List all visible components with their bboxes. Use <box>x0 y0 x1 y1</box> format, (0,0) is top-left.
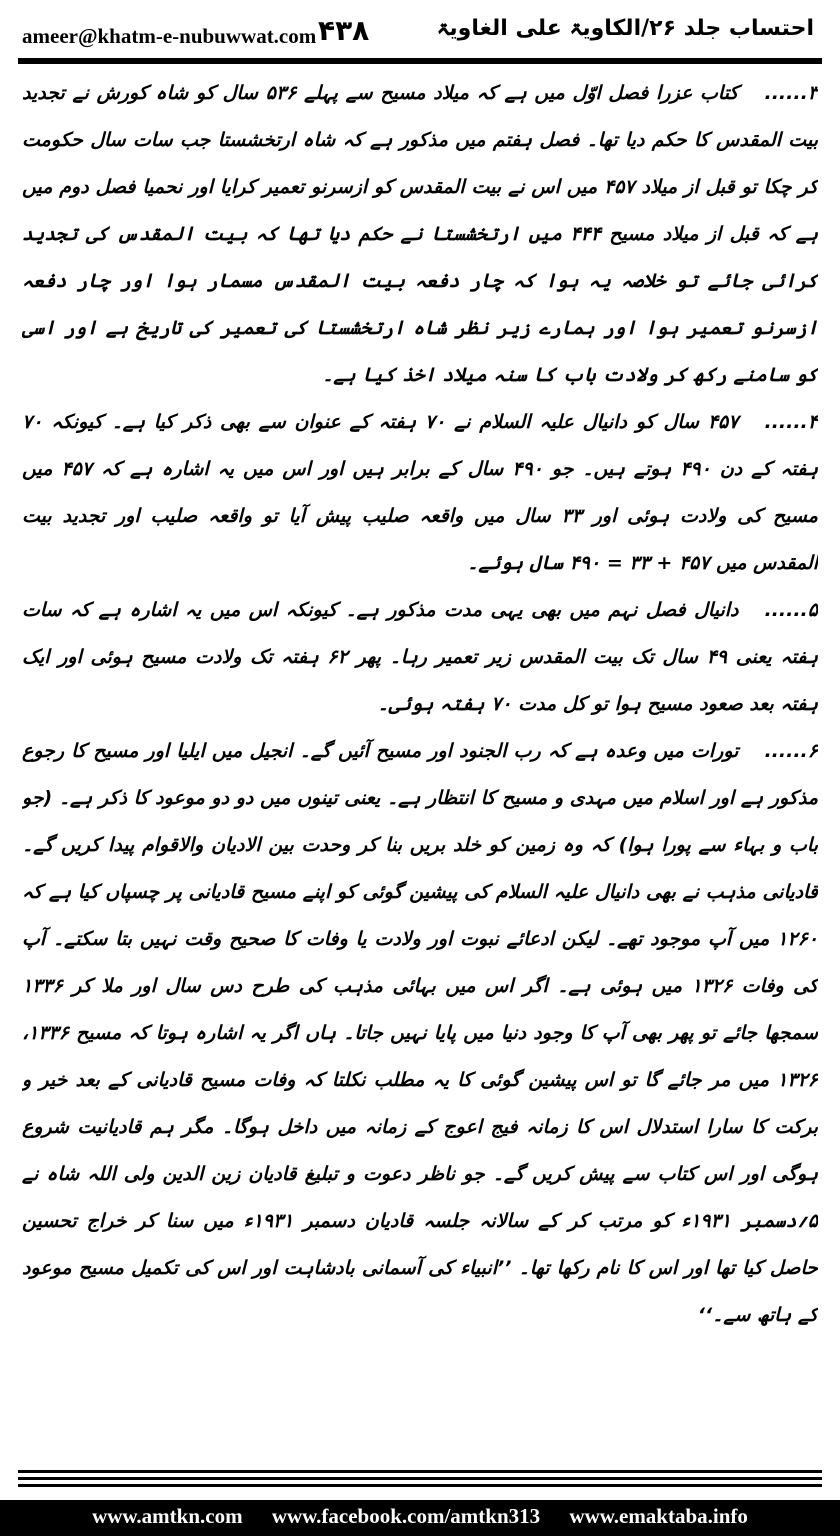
paragraph-text: ۴۵۷ سال کو دانیال علیہ السلام نے ۷۰ ہفتہ کے عنوان سے بھی ذکر کیا ہے۔ کیونکہ ۷۰ ہفتہ کے دن ۴۹۰ ہوتے ہیں۔ جو ۴۹۰ سال کے برابر ہیں اور اس میں یہ اشارہ ہے کہ ۴۵۷ میں مسیح کی ولادت ہوئی اور ۳۳ سال میں واقعہ صلیب پیش آیا تو واقعہ صلیب اور تجدید بیت المقدس میں ۴۵۷ + ۳۳ = ۴۹۰ سال ہوئے۔ <box>22 411 818 574</box>
paragraph-3 <box>22 70 818 399</box>
paragraph-marker: ۶...... <box>764 740 818 762</box>
footer-bar <box>0 1500 840 1536</box>
paragraph-marker: ۵...... <box>764 599 818 621</box>
footer-rule <box>18 1470 822 1473</box>
page-number: ۴۳۸ <box>318 14 370 47</box>
paragraph-text: تورات میں وعدہ ہے کہ رب الجنود اور مسیح آئیں گے۔ انجیل میں ایلیا اور مسیح کا رجوع مذکور ہے اور اسلام میں مہدی و مسیح کا انتظار ہے۔ یعنی تینوں میں دو دو موعود کا ذکر ہے۔ (جو باب و بہاء سے پورا ہوا) کہ وہ زمین کو خلد بریں بنا کر وحدت بین الادیان والاقوام پیدا کریں گے۔ قادیانی مذہب نے بھی دانیال علیہ السلام کی پیشین گوئی کو اپنے مسیح قادیانی پر چسپاں کیا ہے کہ ۱۲۶۰ میں آپ موجود تھے۔ لیکن ادعائے نبوت اور ولادت یا وفات کا صحیح وقت نہیں بتا سکتے۔ آپ کی وفات ۱۳۲۶ میں ہوئی ہے۔ اگر اس میں بہائی مذہب کی طرح دس سال اور ملا کر ۱۳۳۶ سمجھا جائے تو پھر بھی آپ کا وجود دنیا میں پایا نہیں جاتا۔ ہاں اگر یہ اشارہ ہوتا کہ مسیح ۱۳۳۶، ۱۳۲۶ میں مر جائے گا تو اس پیشین گوئی کا یہ مطلب نکلتا کہ وفات مسیح قادیانی کے بعد خیر و برکت کا سارا استدلال اس کا زمانہ فیج اعوج کے زمانہ میں داخل ہوگا۔ مگر ہم قادیانیت شروع ہوگی اور اس کتاب سے پیش کریں گے۔ جو ناظر دعوت و تبلیغ قادیان زین الدین ولی اللہ شاہ نے ۵؍دسمبر ۱۹۳۱ء کو مرتب کر کے سالانہ جلسہ قادیان دسمبر ۱۹۳۱ء میں سنا کر خراج تحسین حاصل کیا تھا اور اس کا نام رکھا تھا۔ ’’انبیاء کی آسمانی بادشاہت اور اس کی تکمیل مسیح موعود کے ہاتھ سے۔‘‘ <box>22 740 818 1326</box>
paragraph-6 <box>22 728 818 1339</box>
footer-rule <box>18 1477 822 1480</box>
page-header <box>18 14 818 52</box>
paragraph-marker: ۳...... <box>764 82 818 104</box>
footer-rule <box>18 1484 822 1487</box>
footer-links <box>0 1504 840 1529</box>
paragraph-5 <box>22 587 818 728</box>
header-rule <box>18 58 822 64</box>
header-email: ameer@khatm-e-nubuwwat.com <box>22 24 317 48</box>
paragraph-text: کتاب عزرا فصل اوّل میں ہے کہ میلاد مسیح سے پہلے ۵۳۶ سال کو شاہ کورش نے تجدید بیت المقدس کا حکم دیا تھا۔ فصل ہفتم میں مذکور ہے کہ شاہ ارتخشستا جب سات سال حکومت کر چکا تو قبل از میلاد ۴۵۷ میں اس نے بیت المقدس کو ازسرنو تعمیر کرایا اور نحمیا فصل دوم میں ہے کہ قبل از میلاد مسیح ۴۴۴ میں ارتخشستا نے حکم دیا تھا کہ بیت المقدس کی تجدید کرائی جائے تو خلاصہ یہ ہوا کہ چار دفعہ بیت المقدس مسمار ہوا اور چار دفعہ ازسرنو تعمیر ہوا اور ہمارے زیر نظر شاہ ارتخشستا کی تعمیر کی تاریخ ہے اور اسی کو سامنے رکھ کر ولادت باب کا سنہ میلاد اخذ کیا ہے۔ <box>22 82 818 386</box>
paragraph-4 <box>22 399 818 587</box>
footer-link-emaktaba[interactable]: www.emaktaba.info <box>569 1504 748 1528</box>
paragraph-marker: ۴...... <box>764 411 818 433</box>
running-title: احتساب جلد ۲۶/الکاویۃ علی الغاویۃ <box>436 16 814 41</box>
body-text <box>22 70 818 1448</box>
paragraph-text: دانیال فصل نہم میں بھی یہی مدت مذکور ہے۔ کیونکہ اس میں یہ اشارہ ہے کہ سات ہفتہ یعنی ۴۹ سال تک بیت المقدس زیر تعمیر رہا۔ پھر ۶۲ ہفتہ تک ولادت مسیح ہوئی اور ایک ہفتہ بعد صعود مسیح ہوا تو کل مدت ۷۰ ہفتہ ہوئی۔ <box>22 599 818 715</box>
footer-link-facebook[interactable]: www.facebook.com/amtkn313 <box>271 1504 541 1528</box>
footer-link-amtkn[interactable]: www.amtkn.com <box>92 1504 243 1528</box>
